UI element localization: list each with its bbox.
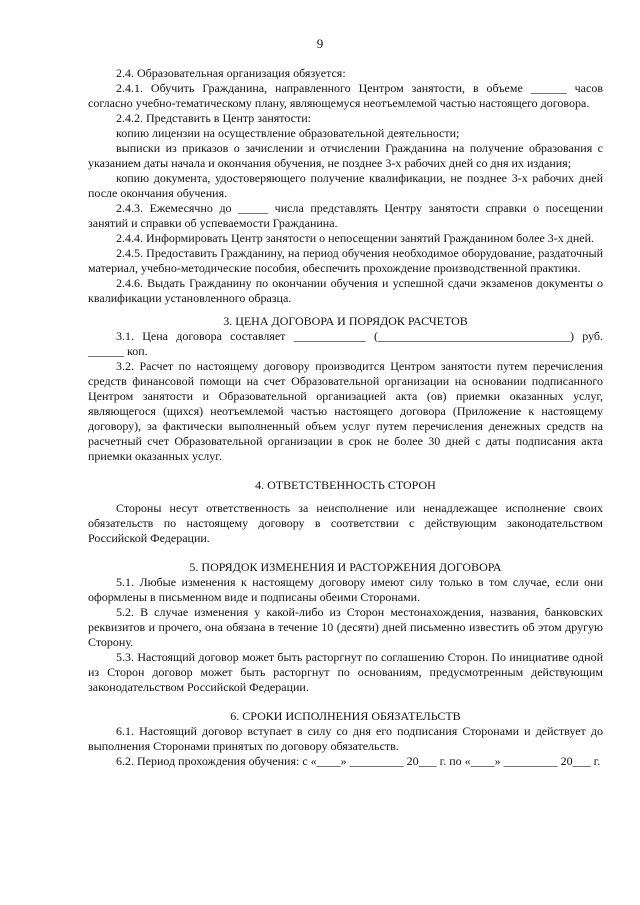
section-heading-6: 6. СРОКИ ИСПОЛНЕНИЯ ОБЯЗАТЕЛЬСТВ bbox=[230, 709, 461, 723]
clause-6-1: 6.1. Настоящий договор вступает в силу со дня его подписания Сторонами и действует до выполнения Сторонами принятых по договору обязательств. bbox=[88, 724, 603, 753]
section-heading-4: 4. ОТВЕТСТВЕННОСТЬ СТОРОН bbox=[255, 478, 436, 492]
section-heading-5: 5. ПОРЯДОК ИЗМЕНЕНИЯ И РАСТОРЖЕНИЯ ДОГОВОРА bbox=[189, 560, 502, 574]
document-body bbox=[88, 66, 603, 769]
clause-6-2: 6.2. Период прохождения обучения: с «____» _________ 20___ г. по «____» _________ 20___ г. bbox=[116, 754, 601, 768]
clause-2-4-6: 2.4.6. Выдать Гражданину по окончании обучения и успешной сдачи экзаменов документы о квалификации установленного образца. bbox=[88, 276, 603, 305]
clause-2-4-3: 2.4.3. Ежемесячно до _____ числа представлять Центру занятости справки о посещении занятий и справки об успеваемости Гражданина. bbox=[88, 201, 603, 230]
clause-5-2: 5.2. В случае изменения у какой-либо из Сторон местонахождения, названия, банковских реквизитов и прочего, она обязана в течение 10 (десяти) дней письменно известить об этом другую Сторону. bbox=[88, 605, 603, 649]
list-item: копию документа, удостоверяющего получение квалификации, не позднее 3-х рабочих дней после окончания обучения. bbox=[88, 171, 603, 200]
clause-3-2: 3.2. Расчет по настоящему договору производится Центром занятости путем перечисления средств финансовой помощи на счет Образовательной организации на основании подписанного Центром занятости и Образовательной организацией акта (ов) приемки оказанных услуг, являющегося (щихся) неотъемлемой частью настоящего договора (Приложение к настоящему договору), за фактически выполненный объем услуг путем перечисления денежных средств на расчетный счет Образовательной организации в срок не более 30 дней с даты подписания акта приемки оказанных услуг. bbox=[88, 359, 603, 463]
section-heading-3: 3. ЦЕНА ДОГОВОРА И ПОРЯДОК РАСЧЕТОВ bbox=[223, 314, 468, 328]
clause-5-3: 5.3. Настоящий договор может быть расторгнут по соглашению Сторон. По инициативе одной из Сторон договор может быть расторгнут по основаниям, предусмотренным действующим законодательством Российской Федерации. bbox=[88, 650, 603, 694]
clause-3-1: 3.1. Цена договора составляет ____________ (________________________________) руб. ______ коп. bbox=[88, 329, 603, 358]
clause-2-4-1: 2.4.1. Обучить Гражданина, направленного Центром занятости, в объеме ______ часов согласно учебно-тематическому плану, являющемуся неотъемлемой частью настоящего договора. bbox=[88, 81, 603, 110]
clause-4-text: Стороны несут ответственность за неисполнение или ненадлежащее исполнение своих обязательств по настоящему договору в соответствии с действующим законодательством Российской Федерации. bbox=[88, 501, 603, 545]
list-item: копию лицензии на осуществление образовательной деятельности; bbox=[116, 126, 460, 140]
clause-2-4-4: 2.4.4. Информировать Центр занятости о непосещении занятий Гражданином более 3-х дней. bbox=[116, 231, 595, 245]
clause-2-4-2: 2.4.2. Представить в Центр занятости: bbox=[116, 111, 311, 125]
clause-5-1: 5.1. Любые изменения к настоящему договору имеют силу только в том случае, если они оформлены в письменном виде и подписаны обеими Сторонами. bbox=[88, 575, 603, 604]
clause-2-4-5: 2.4.5. Предоставить Гражданину, на период обучения необходимое оборудование, раздаточный материал, учебно-методические пособия, обеспечить прохождение производственной практики. bbox=[88, 246, 603, 275]
clause-2-4: 2.4. Образовательная организация обязуется: bbox=[116, 66, 346, 80]
page-number: 9 bbox=[316, 36, 324, 51]
list-item: выписки из приказов о зачислении и отчислении Гражданина на получение образования с указанием даты начала и окончания обучения, не позднее 3-х рабочих дней со дня их издания; bbox=[88, 141, 603, 170]
